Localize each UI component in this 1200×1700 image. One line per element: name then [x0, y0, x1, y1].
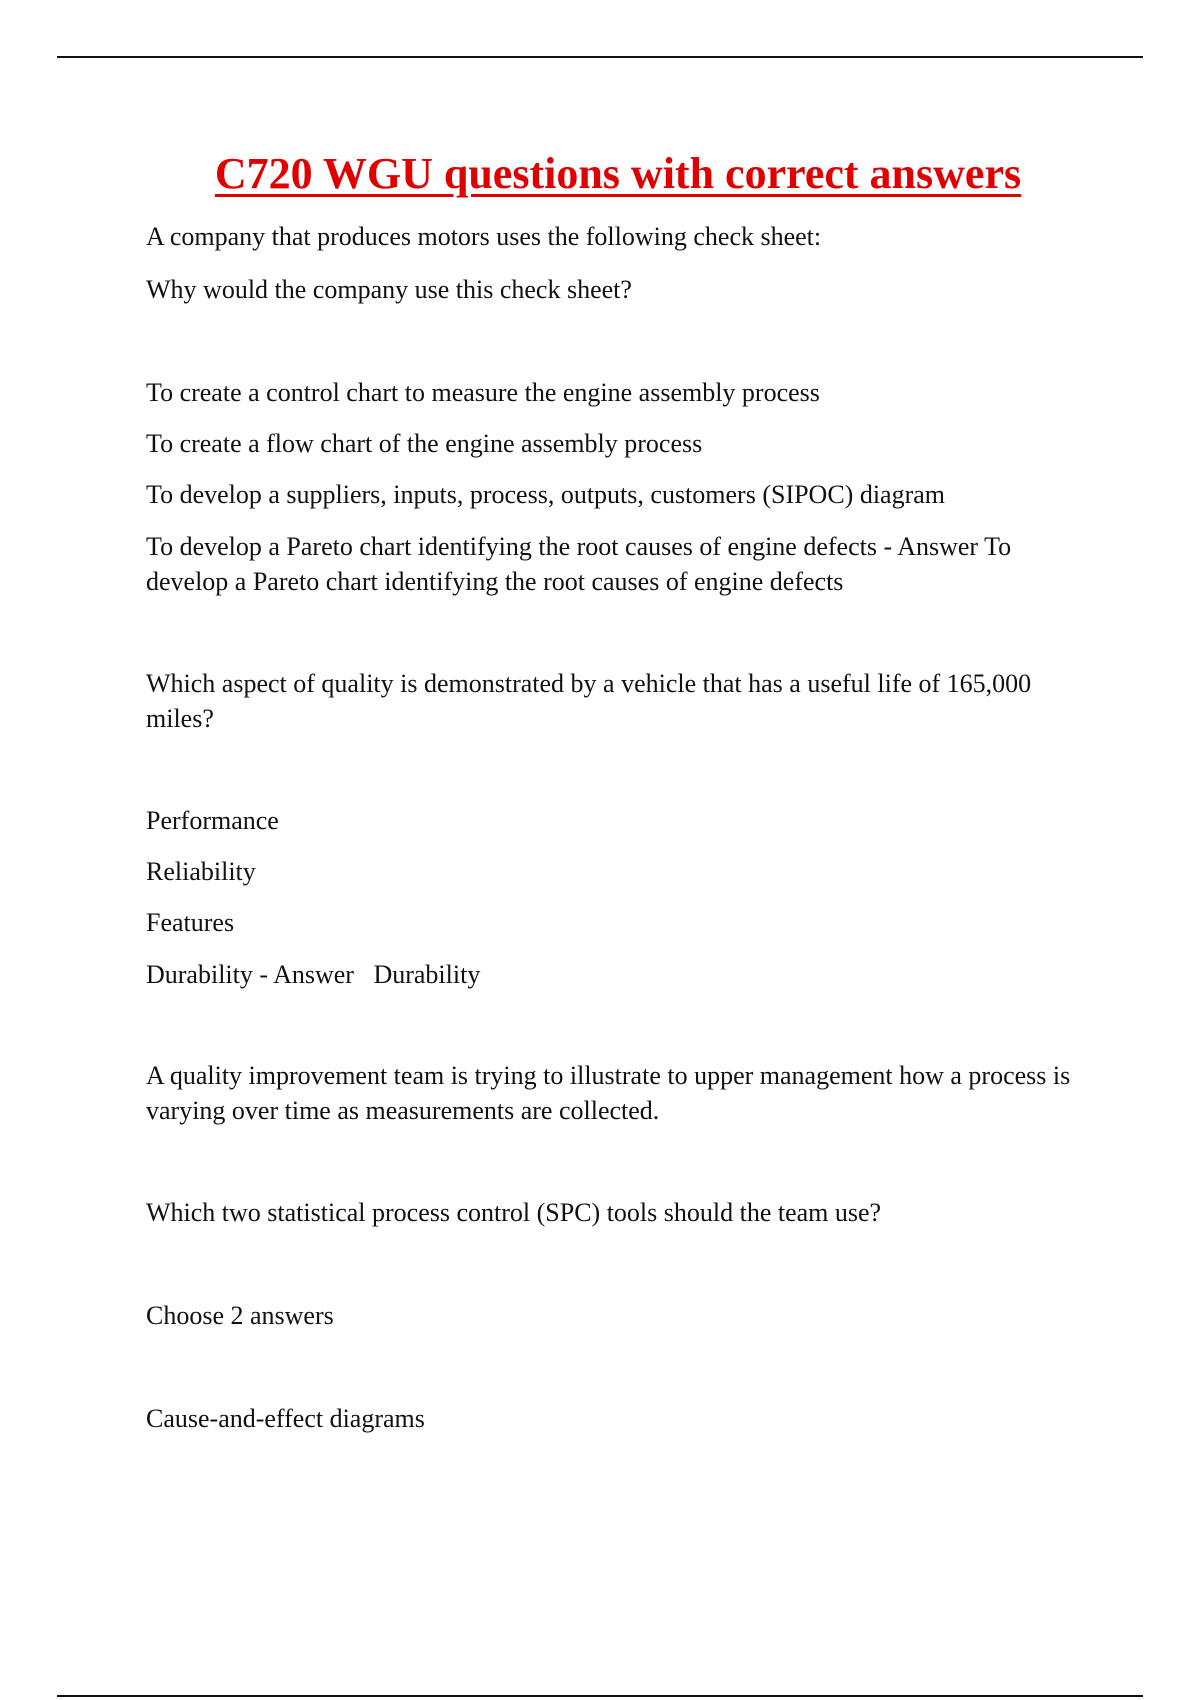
question-2-option-3: Features — [146, 908, 235, 937]
question-3-instruction: Choose 2 answers — [146, 1301, 334, 1330]
question-2-option-2: Reliability — [146, 857, 256, 886]
question-1-option-3: To develop a suppliers, inputs, process, outputs, customers (SIPOC) diagram — [146, 480, 946, 509]
document-title: C720 WGU questions with correct answers — [214, 149, 1022, 198]
question-1-option-4-answer: To develop a Pareto chart identifying the root causes of engine defects - Answer To develop a Pareto chart identifying the root causes of engine defects — [146, 532, 1018, 596]
question-3-stem-line-1: A quality improvement team is trying to illustrate to upper management how a process is varying over time as measurements are collected. — [146, 1061, 1077, 1125]
question-2-stem: Which aspect of quality is demonstrated by a vehicle that has a useful life of 165,000 miles? — [146, 669, 1038, 733]
question-2-option-4-answer: Durability - Answer Durability — [146, 960, 481, 989]
question-1-option-1: To create a control chart to measure the engine assembly process — [146, 378, 820, 407]
question-2-option-1: Performance — [146, 806, 279, 835]
question-3-stem-line-2: Which two statistical process control (SPC) tools should the team use? — [146, 1198, 882, 1227]
question-1-stem-line-1: A company that produces motors uses the following check sheet: — [146, 222, 822, 251]
question-3-option-1: Cause-and-effect diagrams — [146, 1404, 425, 1433]
question-1-stem-line-2: Why would the company use this check sheet? — [146, 275, 632, 304]
bottom-rule — [57, 1695, 1143, 1697]
question-1-option-2: To create a flow chart of the engine assembly process — [146, 429, 703, 458]
